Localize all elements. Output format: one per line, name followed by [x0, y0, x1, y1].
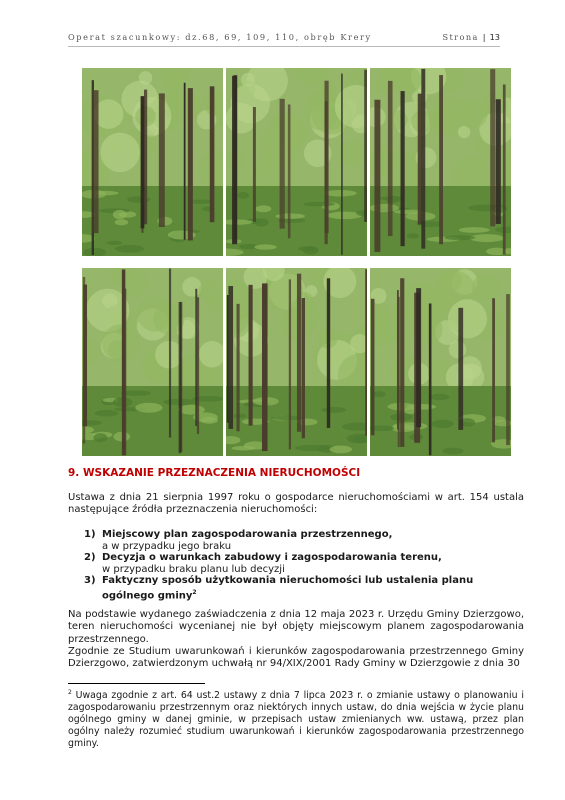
tree-trunk [179, 302, 182, 453]
tree-trunk [262, 283, 268, 451]
footnote-divider [68, 683, 205, 684]
forest-photo-2 [226, 68, 367, 256]
ground-patch [370, 204, 399, 212]
tree-trunk [458, 308, 463, 430]
ground-patch [324, 190, 357, 197]
tree-trunk [327, 278, 330, 428]
footnote-mark: 2 [68, 689, 72, 696]
leaf-cluster [341, 140, 367, 167]
list-item [84, 552, 524, 575]
tree-trunk [144, 90, 147, 225]
tree-trunk [280, 99, 285, 229]
tree-trunk [416, 288, 421, 427]
leaf-cluster [164, 73, 183, 92]
list-heading [102, 575, 524, 602]
list-item [84, 575, 524, 602]
study-paragraph: Zgodnie ze Studium uwarunkowań i kierunków zagospodarowania przestrzennego Gminy Dzierzgowo, zatwierdzonym uchwałą nr 94/XIX/2001 Rady Gminy w Dzierzgowie z dnia 30 [68, 646, 524, 670]
list-number: 2) [84, 552, 96, 564]
leaf-cluster [102, 324, 140, 362]
tree-trunk [364, 70, 367, 222]
tree-trunk [253, 107, 256, 222]
forest-photo-5 [226, 268, 367, 456]
leaf-cluster [241, 73, 255, 87]
tree-trunk [325, 101, 328, 244]
leaf-cluster [431, 106, 457, 132]
tree-trunk [341, 74, 343, 255]
ground-patch [303, 246, 318, 255]
ground-patch [237, 192, 249, 199]
tree-trunk [506, 294, 510, 445]
list-number: 1) [84, 529, 96, 540]
footnote [68, 687, 524, 750]
ground-patch [430, 394, 449, 400]
tree-trunk [400, 278, 404, 447]
ground-patch [200, 417, 218, 424]
tree-trunk [228, 286, 233, 429]
footnote-text: Uwaga zgodnie z art. 64 ust.2 ustawy z dnia 7 lipca 2023 r. o zmianie ustawy o planowaniu i zagospodarowaniu przestrzennym oraz niektórych innych ustaw, do dnia wejścia w życie planu ogólnego gminy w danej gminie, w przepisach ustaw zmienianych ww. ustawą, przez plan ogólny należy rozumieć studium uwarunkowań i kierunków zagospodarowania przestrzennego gminy. [68, 690, 524, 750]
forest-scene [370, 268, 511, 456]
tree-trunk [237, 304, 240, 431]
tree-trunk [297, 274, 301, 432]
ground-patch [321, 407, 346, 413]
ground-patch [373, 391, 386, 397]
tree-trunk [184, 83, 186, 240]
forest-scene [370, 68, 511, 256]
page-number: 13 [489, 32, 500, 42]
list-heading: Decyzja o warunkach zabudowy i zagospodarowania terenu, [102, 552, 442, 564]
tree-trunk [83, 285, 87, 427]
tree-trunk [289, 279, 291, 449]
intro-paragraph: Ustawa z dnia 21 sierpnia 1997 roku o gospodarce nieruchomościami w art. 154 ustala następujące źródła przeznaczenia nieruchomości: [68, 492, 524, 516]
ground-patch [95, 410, 119, 417]
forest-photo-3 [370, 68, 511, 256]
list-item [84, 529, 524, 552]
tree-trunk [439, 75, 443, 244]
forest-scene [226, 68, 367, 256]
list-number: 3) [84, 575, 96, 587]
forest-scene [82, 268, 223, 456]
ground-patch [233, 414, 246, 419]
tree-trunk [365, 269, 367, 435]
ground-patch [115, 219, 129, 225]
tree-trunk [496, 99, 501, 224]
tree-trunk [169, 269, 171, 438]
tree-trunk [288, 104, 291, 238]
tree-trunk [302, 298, 305, 438]
page-number-separator: | [482, 32, 486, 42]
tree-trunk [371, 299, 375, 436]
page-header [68, 32, 500, 47]
tree-trunk [188, 88, 193, 240]
tree-trunk [227, 295, 229, 423]
leaf-cluster [139, 71, 153, 85]
forest-scene [226, 268, 367, 456]
ground-patch [93, 433, 107, 442]
plan-paragraph: Na podstawie wydanego zaświadczenia z dnia 12 maja 2023 r. Urzędu Gminy Dzierzgowo, teren nieruchomości wycenianej nie był objęty miejscowym planem zagospodarowania przestrzennego. [68, 609, 524, 645]
leaf-cluster [458, 99, 487, 128]
ground-patch [115, 245, 144, 253]
section-heading: 9. WSKAZANIE PRZEZNACZENIA NIERUCHOMOŚCI [68, 467, 361, 479]
forest-scene [82, 68, 223, 256]
footnote-ref: 2 [192, 588, 197, 596]
tree-trunk [397, 290, 399, 429]
ground-patch [254, 244, 277, 249]
ground-patch [407, 233, 419, 238]
list-heading: Miejscowy plan zagospodarowania przestrzennego, [102, 529, 393, 540]
document-title: Operat szacunkowy: dz.68, 69, 109, 110, obręb Krery [68, 32, 372, 42]
ground-patch [459, 227, 490, 233]
list-subtext: w przypadku braku planu lub decyzji [102, 563, 285, 575]
tree-trunk [232, 76, 237, 244]
ground-patch [113, 432, 130, 442]
ground-patch [303, 202, 335, 206]
sources-list [84, 529, 524, 602]
ground-patch [442, 448, 463, 455]
leaf-cluster [137, 296, 173, 332]
ground-patch [330, 445, 352, 453]
tree-trunk [374, 100, 380, 252]
tree-trunk [93, 90, 99, 233]
ground-patch [113, 210, 127, 219]
ground-patch [255, 205, 271, 212]
tree-trunk [249, 285, 253, 426]
ground-patch [135, 403, 162, 413]
page-indicator [442, 32, 500, 42]
forest-photo-6 [370, 268, 511, 456]
tree-trunk [197, 297, 199, 434]
tree-trunk [492, 298, 495, 442]
tree-trunk [401, 91, 405, 246]
tree-trunk [141, 96, 145, 228]
tree-trunk [388, 81, 393, 236]
leaf-cluster [472, 274, 500, 302]
tree-trunk [503, 84, 506, 254]
tree-trunk [421, 69, 425, 249]
tree-trunk [490, 69, 495, 226]
forest-photo-1 [82, 68, 223, 256]
tree-trunk [418, 94, 422, 225]
photo-grid [82, 68, 512, 456]
tree-trunk [159, 93, 165, 227]
tree-trunk [429, 303, 432, 455]
ground-patch [106, 241, 122, 245]
ground-patch [445, 235, 476, 240]
leaf-cluster [199, 279, 222, 302]
leaf-cluster [448, 299, 487, 338]
list-heading-text: Faktyczny sposób użytkowania nieruchomości lub ustalenia planu ogólnego gminy [102, 575, 474, 602]
ground-patch [432, 420, 454, 428]
tree-trunk [210, 86, 215, 222]
leaf-cluster [100, 133, 139, 172]
leaf-cluster [182, 277, 201, 296]
tree-trunk [122, 269, 125, 455]
list-subtext: a w przypadku jego braku [102, 540, 232, 552]
forest-photo-4 [82, 268, 223, 456]
page-label: Strona [442, 32, 479, 42]
